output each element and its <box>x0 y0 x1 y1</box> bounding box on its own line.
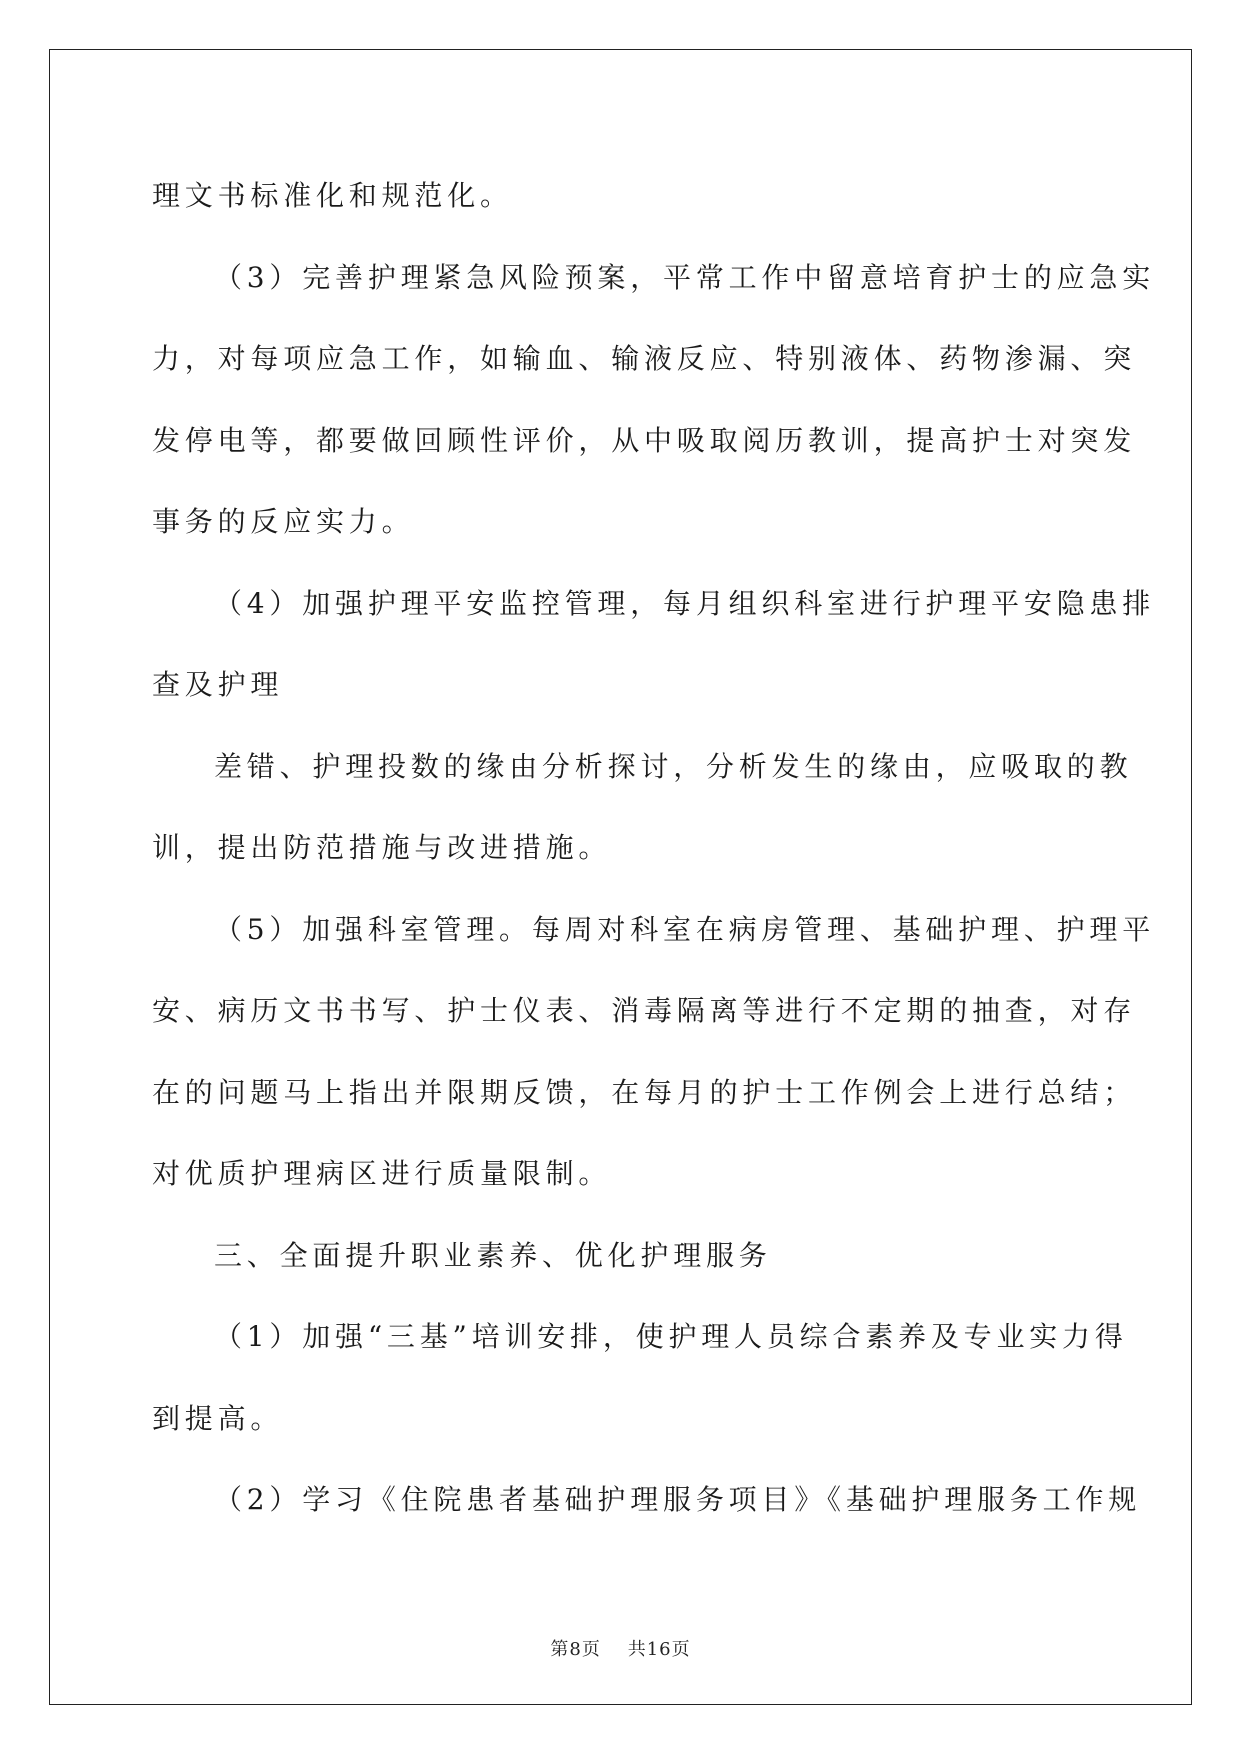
text-line: 安、病历文书书写、护士仪表、消毒隔离等进行不定期的抽查，对存 <box>152 994 1137 1027</box>
text-line: 理文书标准化和规范化。 <box>152 179 513 212</box>
text-line: 发停电等，都要做回顾性评价，从中吸取阅历教训，提高护士对突发 <box>152 423 1137 457</box>
text-line: （4）加强护理平安监控管理，每月组织科室进行护理平安隐患排 <box>214 586 1156 620</box>
text-line: 训，提出防范措施与改进措施。 <box>152 831 612 864</box>
text-line: 三、全面提升职业素养、优化护理服务 <box>214 1238 772 1272</box>
text-line: （2）学习《住院患者基础护理服务项目》《基础护理服务工作规 <box>214 1483 1142 1516</box>
text-line: 对优质护理病区进行质量限制。 <box>152 1157 612 1190</box>
text-line: （5）加强科室管理。每周对科室在病房管理、基础护理、护理平 <box>214 912 1156 946</box>
text-line: 力，对每项应急工作，如输血、输液反应、特别液体、药物渗漏、突 <box>152 342 1137 375</box>
text-line: 在的问题马上指出并限期反馈，在每月的护士工作例会上进行总结； <box>152 1075 1137 1109</box>
document-body <box>152 155 1156 1541</box>
page-footer <box>0 1635 1241 1661</box>
text-line: 查及护理 <box>152 668 284 701</box>
text-line: 差错、护理投数的缘由分析探讨，分析发生的缘由，应吸取的教 <box>214 749 1133 783</box>
text-line: （1）加强“三基”培训安排，使护理人员综合素养及专业实力得 <box>214 1320 1128 1353</box>
text-line: 到提高。 <box>152 1401 284 1435</box>
page-number: 第8页 <box>550 1639 601 1660</box>
page-total: 共16页 <box>627 1639 691 1660</box>
text-line: （3）完善护理紧急风险预案，平常工作中留意培育护士的应急实 <box>214 260 1156 294</box>
text-line: 事务的反应实力。 <box>152 505 415 538</box>
